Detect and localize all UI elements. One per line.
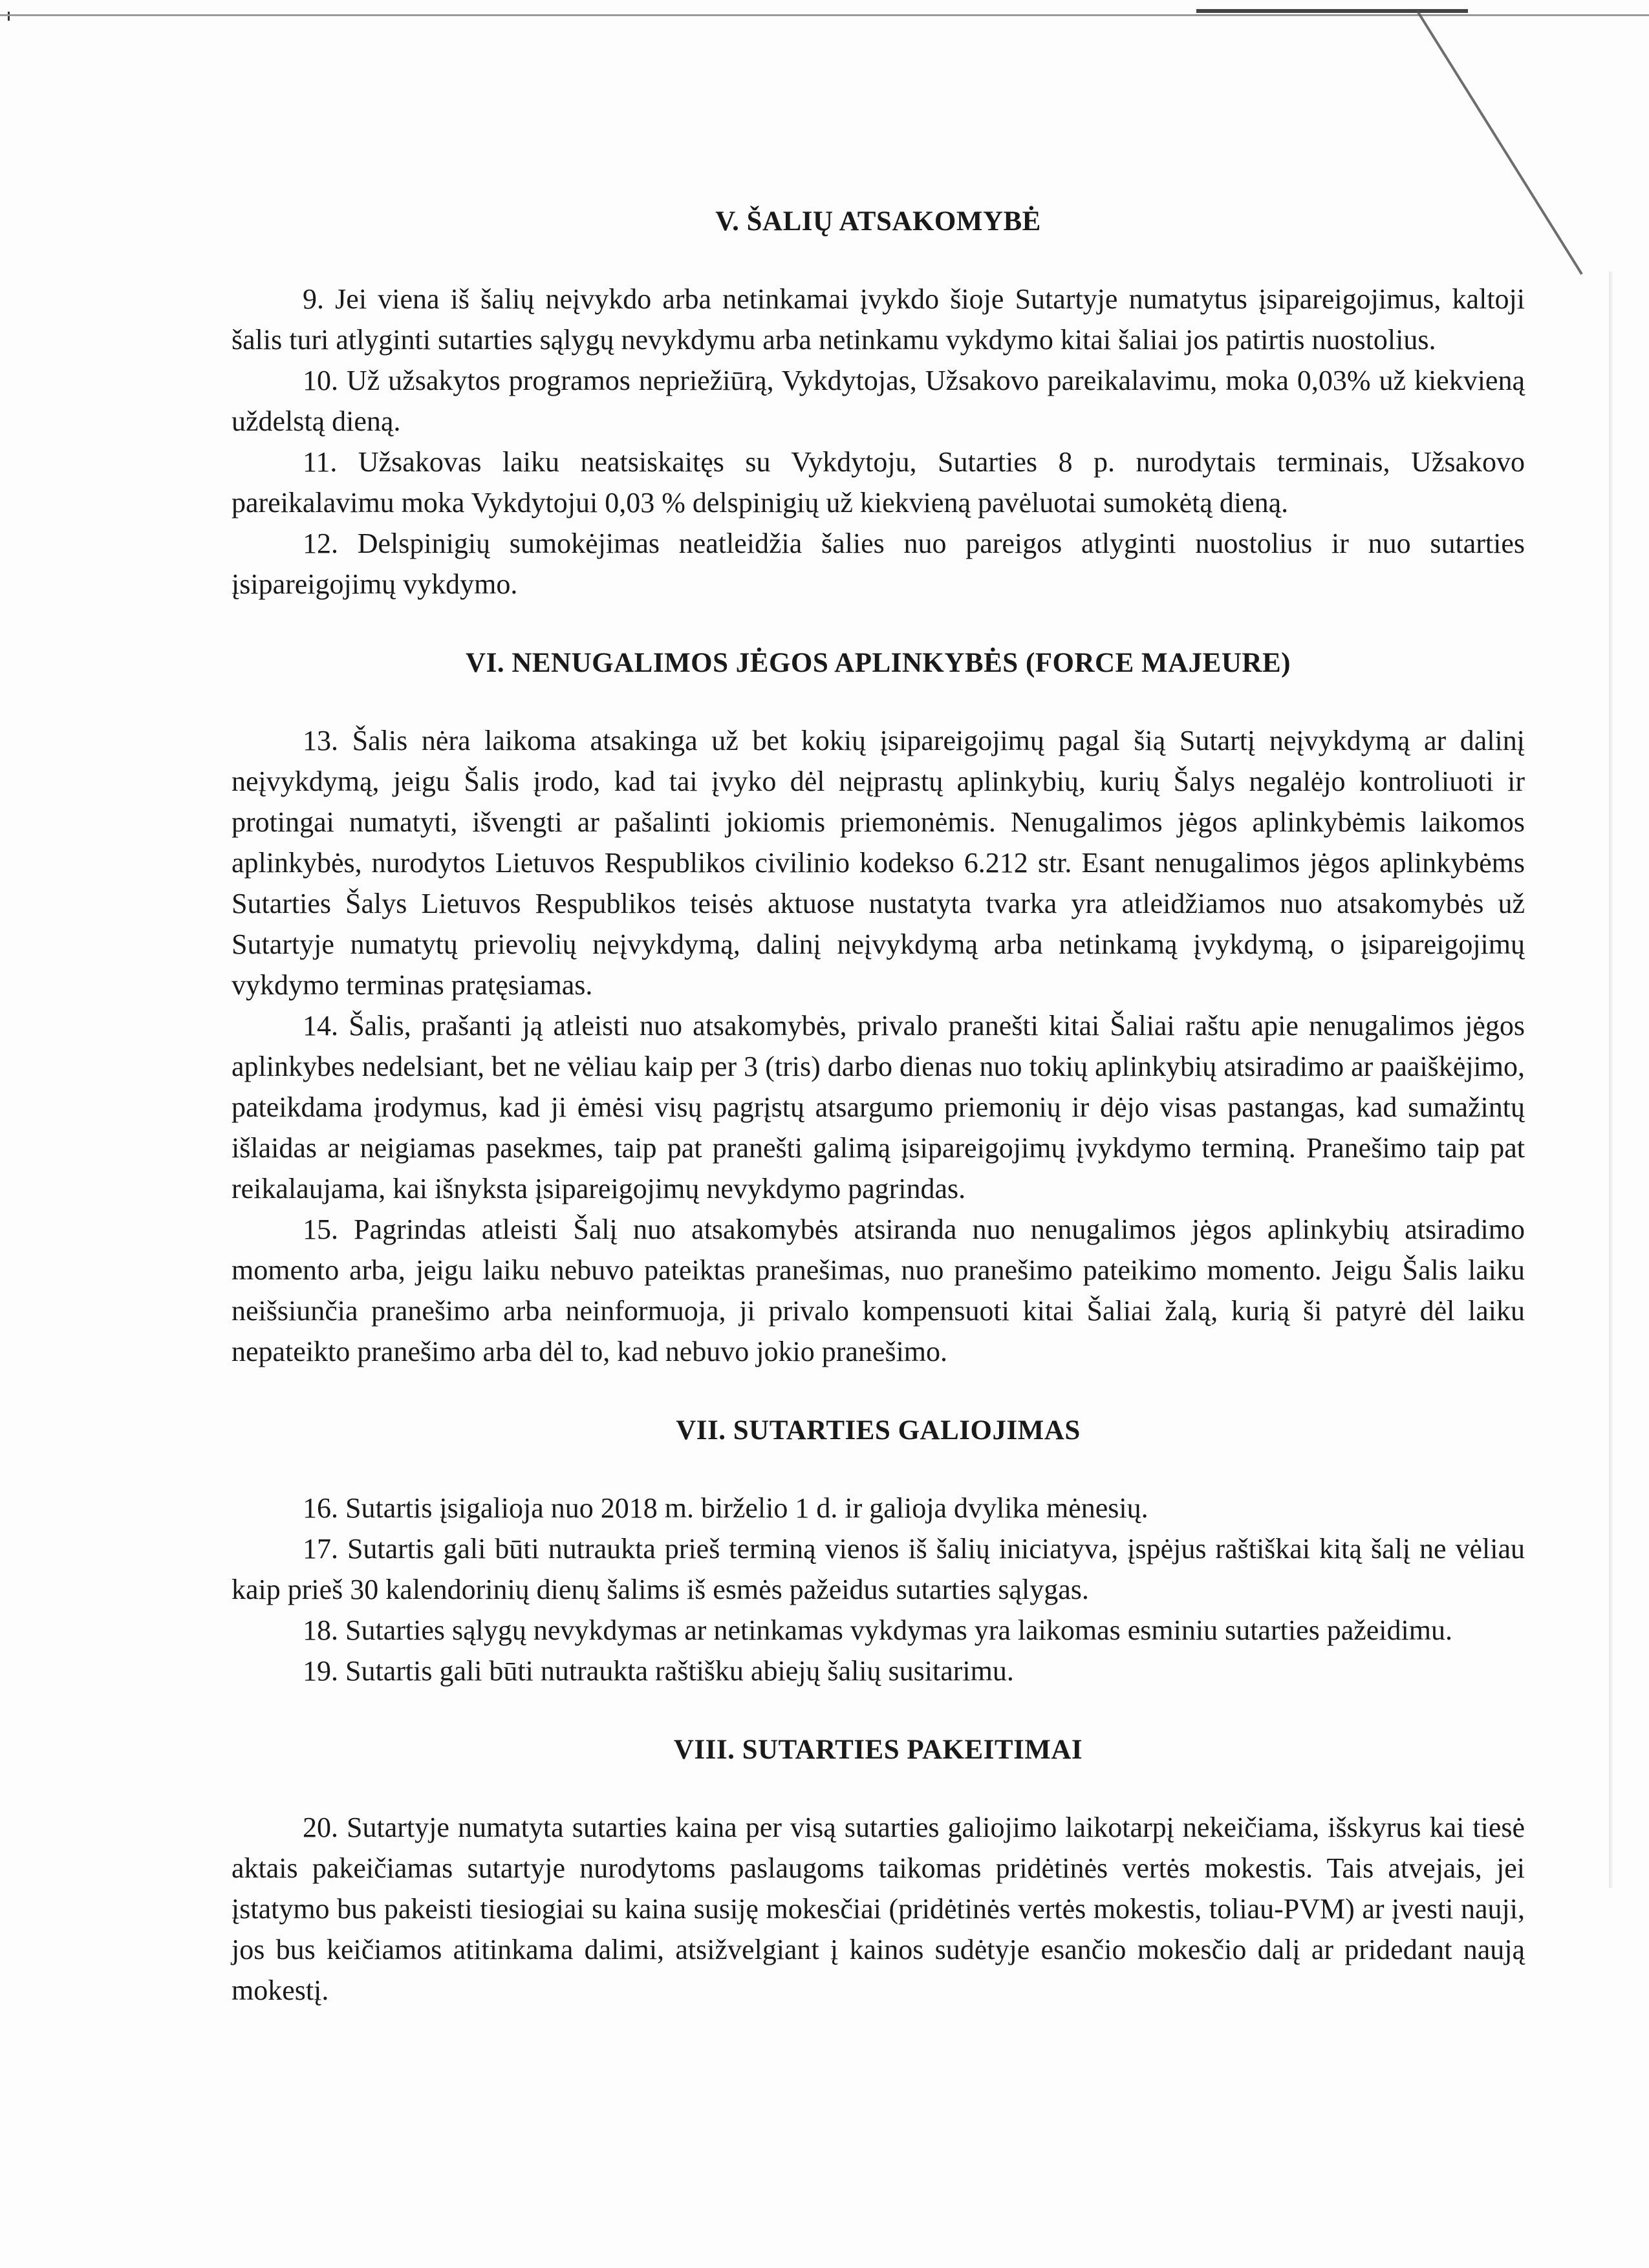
clause-10: 10. Už užsakytos programos nepriežiūrą, Vykdytojas, Užsakovo pareikalavimu, moka 0,03% už kiekvieną uždelstą dieną. <box>232 365 1525 437</box>
section-heading-v: V. ŠALIŲ ATSAKOMYBĖ <box>715 206 1041 237</box>
spacer <box>232 604 1525 647</box>
clause-20: 20. Sutartyje numatyta sutarties kaina per visą sutarties galiojimo laikotarpį nekeičiama, išskyrus kai tiesė aktais pakeičiamas sutartyje nurodytoms paslaugoms taikomas pridėtinės vertės mokestis. Tais atvejais, jei įstatymo bus pakeisti tiesiogiai su kaina susiję mokesčiai (pridėtinės vertės mokestis, toliau-PVM) ar įvesti nauji, jos bus keičiamos atitinkama dalimi, atsižvelgiant į kainos sudėtyje esančio mokesčio dalį ar pridedant naują mokestį. <box>232 1812 1525 2006</box>
spacer <box>232 237 1525 279</box>
spacer <box>232 1446 1525 1488</box>
clause-9: 9. Jei viena iš šalių neįvykdo arba netinkamai įvykdo šioje Sutartyje numatytus įsipareigojimus, kaltoji šalis turi atlyginti sutarties sąlygų nevykdymu arba netinkamu vykdymo kitai šaliai jos patirtis nuostolius. <box>232 283 1525 356</box>
clause-12: 12. Delspinigių sumokėjimas neatleidžia šalies nuo pareigos atlyginti nuostolius ir nuo sutarties įsipareigojimų vykdymo. <box>232 528 1525 600</box>
scan-top-edge-line <box>0 14 1649 16</box>
clause-14: 14. Šalis, prašanti ją atleisti nuo atsakomybės, privalo pranešti kitai Šaliai raštu apie nenugalimos jėgos aplinkybes nedelsiant, bet ne vėliau kaip per 3 (tris) darbo dienas nuo tokių aplinkybių atsiradimo ar paaiškėjimo, pateikdama įrodymus, kad ji ėmėsi visų pagrįstų atsargumo priemonių ir dėjo visas pastangas, kad sumažintų išlaidas ar neigiamas pasekmes, taip pat pranešti galimą įsipareigojimų įvykdymo terminą. Pranešimo taip pat reikalaujama, kai išnyksta įsipareigojimų nevykdymo pagrindas. <box>232 1010 1525 1204</box>
clause-11: 11. Užsakovas laiku neatsiskaitęs su Vykdytoju, Sutarties 8 p. nurodytais terminais, Užsakovo pareikalavimu moka Vykdytojui 0,03 % delspinigių už kiekvieną pavėluotai sumokėtą dieną. <box>232 446 1525 519</box>
clause-18: 18. Sutarties sąlygų nevykdymas ar netinkamas vykdymas yra laikomas esminiu sutarties pažeidimu. <box>303 1614 1452 1646</box>
scan-top-edge-dark-line <box>1196 9 1468 13</box>
spacer <box>232 1691 1525 1734</box>
scan-right-edge-shadow <box>1609 272 1613 1888</box>
section-heading-vi: VI. NENUGALIMOS JĖGOS APLINKYBĖS (FORCE MAJEURE) <box>466 648 1291 678</box>
clause-16: 16. Sutartis įsigalioja nuo 2018 m. birželio 1 d. ir galioja dvylika mėnesių. <box>303 1492 1148 1524</box>
clause-13: 13. Šalis nėra laikoma atsakinga už bet kokių įsipareigojimų pagal šią Sutartį neįvykdymą ar dalinį neįvykdymą, jeigu Šalis įrodo, kad tai įvyko dėl neįprastų aplinkybių, kurių Šalys negalėjo kontroliuoti ir protingai numatyti, išvengti ar pašalinti jokiomis priemonėmis. Nenugalimos jėgos aplinkybėmis laikomos aplinkybės, nurodytos Lietuvos Respublikos civilinio kodekso 6.212 str. Esant nenugalimos jėgos aplinkybėms Sutarties Šalys Lietuvos Respublikos teisės aktuose nustatyta tvarka yra atleidžiamos nuo atsakomybės už Sutartyje numatytų prievolių neįvykdymą, dalinį neįvykdymą arba netinkamą įvykdymą, o įsipareigojimų vykdymo terminas pratęsiamas. <box>232 725 1525 1001</box>
clause-15: 15. Pagrindas atleisti Šalį nuo atsakomybės atsiranda nuo nenugalimos jėgos aplinkybių atsiradimo momento arba, jeigu laiku nebuvo pateiktas pranešimas, nuo pranešimo pateikimo momento. Jeigu Šalis laiku neišsiunčia pranešimo arba neinformuoja, ji privalo kompensuoti kitai Šaliai žalą, kurią ši patyrė dėl laiku nepateikto pranešimo arba dėl to, kad nebuvo jokio pranešimo. <box>232 1214 1525 1367</box>
spacer <box>232 1766 1525 1807</box>
spacer <box>232 679 1525 720</box>
spacer <box>232 1372 1525 1415</box>
clause-17: 17. Sutartis gali būti nutraukta prieš terminą vienos iš šalių iniciatyva, įspėjus raštiškai kitą šalį ne vėliau kaip prieš 30 kalendorinių dienų šalims iš esmės pažeidus sutarties sąlygas. <box>232 1533 1525 1605</box>
scan-mark <box>8 12 10 21</box>
section-heading-viii: VIII. SUTARTIES PAKEITIMAI <box>673 1735 1083 1765</box>
section-heading-vii: VII. SUTARTIES GALIOJIMAS <box>676 1415 1081 1446</box>
clause-19: 19. Sutartis gali būti nutraukta raštišku abiejų šalių susitarimu. <box>303 1655 1014 1687</box>
document-body <box>232 206 1525 2011</box>
